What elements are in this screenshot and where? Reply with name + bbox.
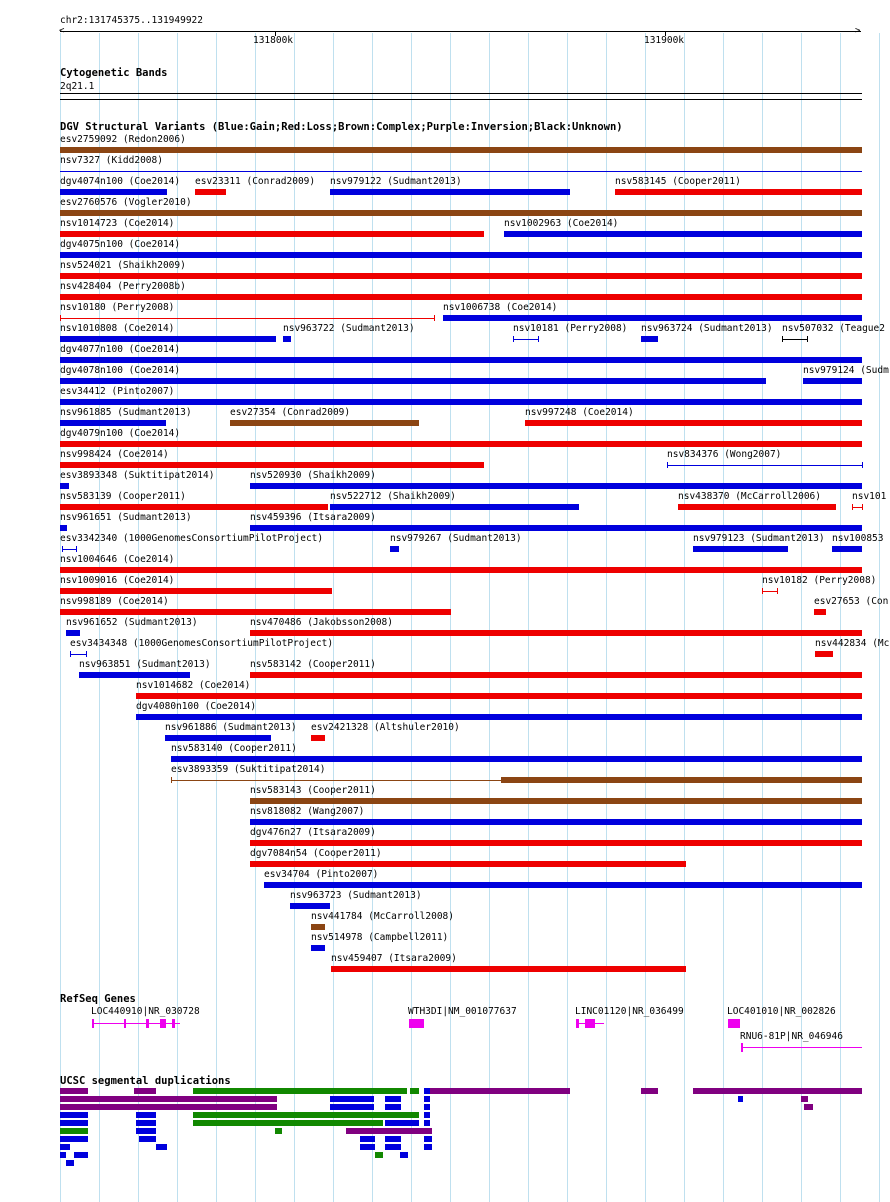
variant-bar[interactable]	[250, 525, 862, 531]
variant-label[interactable]: nsv520930 (Shaikh2009)	[250, 470, 376, 481]
variant-label[interactable]: nsv1010808 (Coe2014)	[60, 323, 175, 334]
segdup-bar[interactable]	[641, 1088, 658, 1094]
variant-label[interactable]: nsv459407 (Itsara2009)	[331, 953, 457, 964]
variant-bar[interactable]	[250, 819, 862, 825]
variant-label[interactable]: dgv476n27 (Itsara2009)	[250, 827, 376, 838]
variant-bar[interactable]	[815, 651, 833, 657]
variant-bar[interactable]	[525, 420, 862, 426]
variant-label[interactable]: nsv10181 (Perry2008)	[513, 323, 628, 334]
grid-line	[567, 33, 568, 1202]
variant-label[interactable]: nsv524021 (Shaikh2009)	[60, 260, 186, 271]
grid-line	[60, 33, 61, 1202]
gene-intron[interactable]	[92, 1023, 180, 1024]
segdup-bar[interactable]	[375, 1152, 383, 1158]
variant-bar-cap[interactable]	[76, 546, 77, 552]
segdup-bar[interactable]	[275, 1128, 282, 1134]
variant-bar[interactable]	[60, 210, 862, 216]
variant-bar[interactable]	[832, 546, 862, 552]
grid-line	[489, 33, 490, 1202]
variant-label[interactable]: esv34704 (Pinto2007)	[264, 869, 379, 880]
variant-bar[interactable]	[250, 630, 862, 636]
variant-bar-cap[interactable]	[782, 336, 783, 342]
variant-label[interactable]: nsv963722 (Sudmant2013)	[283, 323, 415, 334]
segdup-bar[interactable]	[424, 1112, 430, 1118]
variant-label[interactable]: esv2421328 (Altshuler2010)	[311, 722, 460, 733]
grid-line	[762, 33, 763, 1202]
segdup-bar[interactable]	[60, 1136, 88, 1142]
gene-label[interactable]: LOC440910|NR_030728	[91, 1006, 200, 1017]
gene-exon[interactable]	[124, 1019, 126, 1028]
ruler-tick-label: 131800k	[252, 35, 294, 46]
variant-label[interactable]: nsv998424 (Coe2014)	[60, 449, 169, 460]
variant-bar[interactable]	[443, 315, 862, 321]
variant-label[interactable]: esv34412 (Pinto2007)	[60, 386, 175, 397]
grid-line	[801, 33, 802, 1202]
gene-exon[interactable]	[409, 1019, 424, 1028]
segdup-bar[interactable]	[360, 1136, 375, 1142]
segdup-bar[interactable]	[60, 1128, 88, 1134]
gene-exon[interactable]	[728, 1019, 740, 1028]
gene-exon[interactable]	[172, 1019, 175, 1028]
variant-label[interactable]: nsv998189 (Coe2014)	[60, 596, 169, 607]
variant-label[interactable]: nsv961885 (Sudmant2013)	[60, 407, 192, 418]
variant-label[interactable]: dgv4079n100 (Coe2014)	[60, 428, 181, 439]
variant-label[interactable]: nsv514978 (Campbell2011)	[311, 932, 449, 943]
segdup-bar[interactable]	[60, 1144, 70, 1150]
grid-line	[840, 33, 841, 1202]
variant-bar[interactable]	[852, 507, 862, 508]
segdup-bar[interactable]	[136, 1120, 156, 1126]
segdup-bar[interactable]	[193, 1088, 407, 1094]
variant-bar[interactable]	[264, 882, 862, 888]
ruler-tick-label: 131900k	[643, 35, 685, 46]
gene-exon[interactable]	[146, 1019, 149, 1028]
variant-label[interactable]: nsv834376 (Wong2007)	[667, 449, 782, 460]
gene-exon[interactable]	[741, 1043, 743, 1052]
variant-bar[interactable]	[60, 567, 862, 573]
variant-label[interactable]: nsv1014682 (Coe2014)	[136, 680, 251, 691]
variant-bar[interactable]	[501, 777, 862, 783]
variant-bar[interactable]	[504, 231, 862, 237]
variant-label[interactable]: nsv101	[852, 491, 887, 502]
variant-bar[interactable]	[331, 966, 686, 972]
segdup-bar[interactable]	[74, 1152, 88, 1158]
variant-bar[interactable]	[60, 357, 862, 363]
variant-label[interactable]: nsv1014723 (Coe2014)	[60, 218, 175, 229]
variant-label[interactable]: esv3893348 (Suktitipat2014)	[60, 470, 215, 481]
variant-label[interactable]: nsv583145 (Cooper2011)	[615, 176, 741, 187]
segdup-bar[interactable]	[60, 1104, 277, 1110]
variant-bar[interactable]	[60, 483, 69, 489]
variant-bar[interactable]	[60, 378, 766, 384]
segdup-bar[interactable]	[804, 1104, 813, 1110]
variant-bar-cap[interactable]	[60, 315, 61, 321]
gene-intron[interactable]	[741, 1047, 862, 1048]
variant-bar[interactable]	[60, 336, 276, 342]
variant-bar[interactable]	[330, 189, 570, 195]
variant-label[interactable]: nsv963723 (Sudmant2013)	[290, 890, 422, 901]
segdup-bar[interactable]	[801, 1096, 808, 1102]
variant-bar[interactable]	[311, 945, 325, 951]
variant-bar[interactable]	[283, 336, 291, 342]
gene-label[interactable]: LINC01120|NR_036499	[575, 1006, 684, 1017]
variant-bar[interactable]	[136, 714, 862, 720]
variant-bar[interactable]	[290, 903, 330, 909]
variant-label[interactable]: nsv979124 (Sudm	[803, 365, 889, 376]
grid-line	[645, 33, 646, 1202]
variant-bar[interactable]	[60, 189, 167, 195]
segdup-bar[interactable]	[60, 1112, 88, 1118]
variant-label[interactable]: esv27354 (Conrad2009)	[230, 407, 351, 418]
variant-label[interactable]: nsv1004646 (Coe2014)	[60, 554, 175, 565]
variant-bar[interactable]	[803, 378, 862, 384]
variant-bar-cap[interactable]	[86, 651, 87, 657]
variant-label[interactable]: dgv4080n100 (Coe2014)	[136, 701, 257, 712]
variant-label[interactable]: nsv961651 (Sudmant2013)	[60, 512, 192, 523]
segdup-bar[interactable]	[193, 1112, 419, 1118]
variant-label[interactable]: nsv1006738 (Coe2014)	[443, 302, 558, 313]
segdup-bar[interactable]	[66, 1160, 74, 1166]
variant-label[interactable]: nsv442834 (Mc	[815, 638, 890, 649]
variant-label[interactable]: dgv4075n100 (Coe2014)	[60, 239, 181, 250]
variant-bar[interactable]	[60, 441, 862, 447]
variant-label[interactable]: nsv979122 (Sudmant2013)	[330, 176, 462, 187]
ruler-left-arrow-icon[interactable]: <	[59, 26, 65, 36]
variant-bar-cap[interactable]	[852, 504, 853, 510]
variant-bar-cap[interactable]	[513, 336, 514, 342]
variant-bar[interactable]	[615, 189, 862, 195]
variant-label[interactable]: nsv961652 (Sudmant2013)	[66, 617, 198, 628]
variant-label[interactable]: nsv583140 (Cooper2011)	[171, 743, 297, 754]
variant-label[interactable]: nsv428404 (Perry2008b)	[60, 281, 186, 292]
variant-bar-cap[interactable]	[538, 336, 539, 342]
variant-bar[interactable]	[230, 420, 419, 426]
gene-exon[interactable]	[585, 1019, 595, 1028]
variant-bar[interactable]	[311, 924, 325, 930]
variant-label[interactable]: nsv1009016 (Coe2014)	[60, 575, 175, 586]
variant-bar[interactable]	[250, 798, 862, 804]
cytoband-line	[60, 99, 862, 100]
variant-bar[interactable]	[60, 294, 862, 300]
variant-label[interactable]: nsv583143 (Cooper2011)	[250, 785, 376, 796]
variant-bar[interactable]	[762, 591, 777, 592]
cytoband-label: 2q21.1	[60, 81, 95, 92]
variant-label[interactable]: nsv818082 (Wang2007)	[250, 806, 365, 817]
variant-bar-cap[interactable]	[862, 504, 863, 510]
variant-bar[interactable]	[693, 546, 788, 552]
segdup-bar[interactable]	[430, 1088, 570, 1094]
segdup-bar[interactable]	[385, 1104, 401, 1110]
ruler-line	[60, 31, 861, 32]
variant-bar[interactable]	[60, 588, 332, 594]
segdup-bar[interactable]	[156, 1144, 167, 1150]
variant-label[interactable]: nsv100853	[832, 533, 884, 544]
variant-bar[interactable]	[814, 609, 826, 615]
variant-label[interactable]: nsv961886 (Sudmant2013)	[165, 722, 297, 733]
variant-bar[interactable]	[60, 504, 328, 510]
variant-bar[interactable]	[667, 465, 862, 466]
dgv-track-title[interactable]: DGV Structural Variants (Blue:Gain;Red:Loss;Brown:Complex;Purple:Inversion;Black:Unknown)	[60, 121, 623, 133]
refseq-track-title[interactable]: RefSeq Genes	[60, 993, 136, 1005]
segdup-bar[interactable]	[139, 1136, 156, 1142]
variant-bar[interactable]	[66, 630, 80, 636]
variant-bar[interactable]	[60, 462, 484, 468]
variant-bar-cap[interactable]	[171, 777, 172, 783]
segdup-bar[interactable]	[360, 1144, 375, 1150]
variant-label[interactable]: nsv470486 (Jakobsson2008)	[250, 617, 393, 628]
variant-bar[interactable]	[782, 339, 807, 340]
variant-label[interactable]: dgv4074n100 (Coe2014)	[60, 176, 181, 187]
variant-bar[interactable]	[60, 231, 484, 237]
locus-label: chr2:131745375..131949922	[60, 15, 203, 26]
segdup-bar[interactable]	[385, 1120, 419, 1126]
variant-label[interactable]: nsv10182 (Perry2008)	[762, 575, 877, 586]
segdup-bar[interactable]	[424, 1120, 430, 1126]
variant-bar[interactable]	[60, 171, 862, 172]
grid-line	[606, 33, 607, 1202]
variant-label[interactable]: esv23311 (Conrad2009)	[195, 176, 316, 187]
variant-label[interactable]: nsv997248 (Coe2014)	[525, 407, 634, 418]
variant-label[interactable]: esv2760576 (Vogler2010)	[60, 197, 192, 208]
variant-label[interactable]: esv3893359 (Suktitipat2014)	[171, 764, 326, 775]
gene-label[interactable]: LOC401010|NR_002826	[727, 1006, 836, 1017]
variant-bar[interactable]	[311, 735, 325, 741]
variant-bar[interactable]	[195, 189, 226, 195]
variant-bar[interactable]	[250, 483, 862, 489]
grid-line	[684, 33, 685, 1202]
variant-label[interactable]: nsv507032 (Teague2	[782, 323, 885, 334]
segdup-bar[interactable]	[424, 1104, 430, 1110]
segdup-bar[interactable]	[385, 1096, 401, 1102]
variant-bar-cap[interactable]	[862, 462, 863, 468]
variant-label[interactable]: nsv979267 (Sudmant2013)	[390, 533, 522, 544]
segdup-bar[interactable]	[193, 1120, 383, 1126]
variant-label[interactable]: nsv963724 (Sudmant2013)	[641, 323, 773, 334]
segdup-bar[interactable]	[60, 1120, 88, 1126]
gene-exon[interactable]	[92, 1019, 94, 1028]
segdup-bar[interactable]	[136, 1128, 156, 1134]
variant-bar[interactable]	[250, 861, 686, 867]
segdup-bar[interactable]	[134, 1088, 156, 1094]
variant-bar[interactable]	[330, 504, 579, 510]
gene-exon[interactable]	[160, 1019, 166, 1028]
segdup-bar[interactable]	[424, 1096, 430, 1102]
variant-bar[interactable]	[60, 147, 862, 153]
variant-bar[interactable]	[60, 525, 67, 531]
variant-bar[interactable]	[60, 252, 862, 258]
variant-bar[interactable]	[60, 273, 862, 279]
variant-bar-cap[interactable]	[70, 651, 71, 657]
variant-bar[interactable]	[60, 420, 166, 426]
segdup-bar[interactable]	[385, 1136, 401, 1142]
segdup-bar[interactable]	[424, 1144, 432, 1150]
variant-bar-cap[interactable]	[777, 588, 778, 594]
variant-label[interactable]: esv3342340 (1000GenomesConsortiumPilotProject)	[60, 533, 324, 544]
ruler-right-arrow-icon[interactable]: >	[855, 26, 861, 36]
variant-label[interactable]: nsv963851 (Sudmant2013)	[79, 659, 211, 670]
segdup-bar[interactable]	[738, 1096, 743, 1102]
variant-label[interactable]: esv2759092 (Redon2006)	[60, 134, 186, 145]
segdup-bar[interactable]	[60, 1152, 66, 1158]
variant-label[interactable]: nsv438370 (McCarroll2006)	[678, 491, 821, 502]
segdup-bar[interactable]	[330, 1096, 374, 1102]
grid-line	[723, 33, 724, 1202]
segdup-bar[interactable]	[693, 1088, 862, 1094]
variant-bar[interactable]	[390, 546, 399, 552]
variant-bar[interactable]	[60, 399, 862, 405]
segdup-bar[interactable]	[424, 1136, 432, 1142]
variant-label[interactable]: nsv583142 (Cooper2011)	[250, 659, 376, 670]
variant-bar-cap[interactable]	[762, 588, 763, 594]
variant-bar[interactable]	[171, 756, 862, 762]
variant-label[interactable]: dgv4078n100 (Coe2014)	[60, 365, 181, 376]
segdup-bar[interactable]	[330, 1104, 374, 1110]
variant-label[interactable]: nsv459396 (Itsara2009)	[250, 512, 376, 523]
segdup-bar[interactable]	[410, 1088, 419, 1094]
variant-label[interactable]: nsv441784 (McCarroll2008)	[311, 911, 454, 922]
gene-label[interactable]: RNU6-81P|NR_046946	[740, 1031, 843, 1042]
variant-label[interactable]: nsv1002963 (Coe2014)	[504, 218, 619, 229]
variant-bar[interactable]	[60, 318, 434, 319]
variant-label[interactable]: dgv7084n54 (Cooper2011)	[250, 848, 382, 859]
gene-label[interactable]: WTH3DI|NM_001077637	[408, 1006, 517, 1017]
variant-label[interactable]: nsv7327 (Kidd2008)	[60, 155, 163, 166]
grid-line	[216, 33, 217, 1202]
grid-line	[528, 33, 529, 1202]
grid-line	[450, 33, 451, 1202]
variant-bar-cap[interactable]	[62, 546, 63, 552]
segdup-bar[interactable]	[60, 1096, 277, 1102]
segdup-bar[interactable]	[136, 1112, 156, 1118]
variant-label[interactable]: nsv979123 (Sudmant2013)	[693, 533, 825, 544]
variant-label[interactable]: nsv522712 (Shaikh2009)	[330, 491, 456, 502]
variant-bar[interactable]	[62, 549, 76, 550]
variant-bar[interactable]	[641, 336, 658, 342]
variant-bar[interactable]	[60, 609, 451, 615]
gene-exon[interactable]	[576, 1019, 579, 1028]
variant-bar[interactable]	[165, 735, 271, 741]
variant-label[interactable]: nsv583139 (Cooper2011)	[60, 491, 186, 502]
variant-bar[interactable]	[136, 693, 862, 699]
variant-bar[interactable]	[513, 339, 538, 340]
cytoband-line	[60, 93, 862, 94]
variant-label[interactable]: esv27653 (Con	[814, 596, 889, 607]
segdup-bar[interactable]	[346, 1128, 432, 1134]
variant-bar[interactable]	[70, 654, 86, 655]
variant-bar[interactable]	[171, 780, 501, 781]
variant-bar[interactable]	[678, 504, 836, 510]
segdup-bar[interactable]	[400, 1152, 408, 1158]
segdup-bar[interactable]	[60, 1088, 88, 1094]
cytoband-track-title[interactable]: Cytogenetic Bands	[60, 67, 168, 79]
variant-bar[interactable]	[250, 672, 862, 678]
variant-bar-cap[interactable]	[434, 315, 435, 321]
segdup-track-title[interactable]: UCSC segmental duplications	[60, 1075, 231, 1087]
variant-bar-cap[interactable]	[807, 336, 808, 342]
variant-label[interactable]: dgv4077n100 (Coe2014)	[60, 344, 181, 355]
variant-label[interactable]: esv3434348 (1000GenomesConsortiumPilotProject)	[70, 638, 334, 649]
variant-bar[interactable]	[250, 840, 862, 846]
variant-bar[interactable]	[79, 672, 190, 678]
segdup-bar[interactable]	[385, 1144, 401, 1150]
grid-line	[879, 33, 880, 1202]
variant-bar-cap[interactable]	[667, 462, 668, 468]
variant-label[interactable]: nsv10180 (Perry2008)	[60, 302, 175, 313]
